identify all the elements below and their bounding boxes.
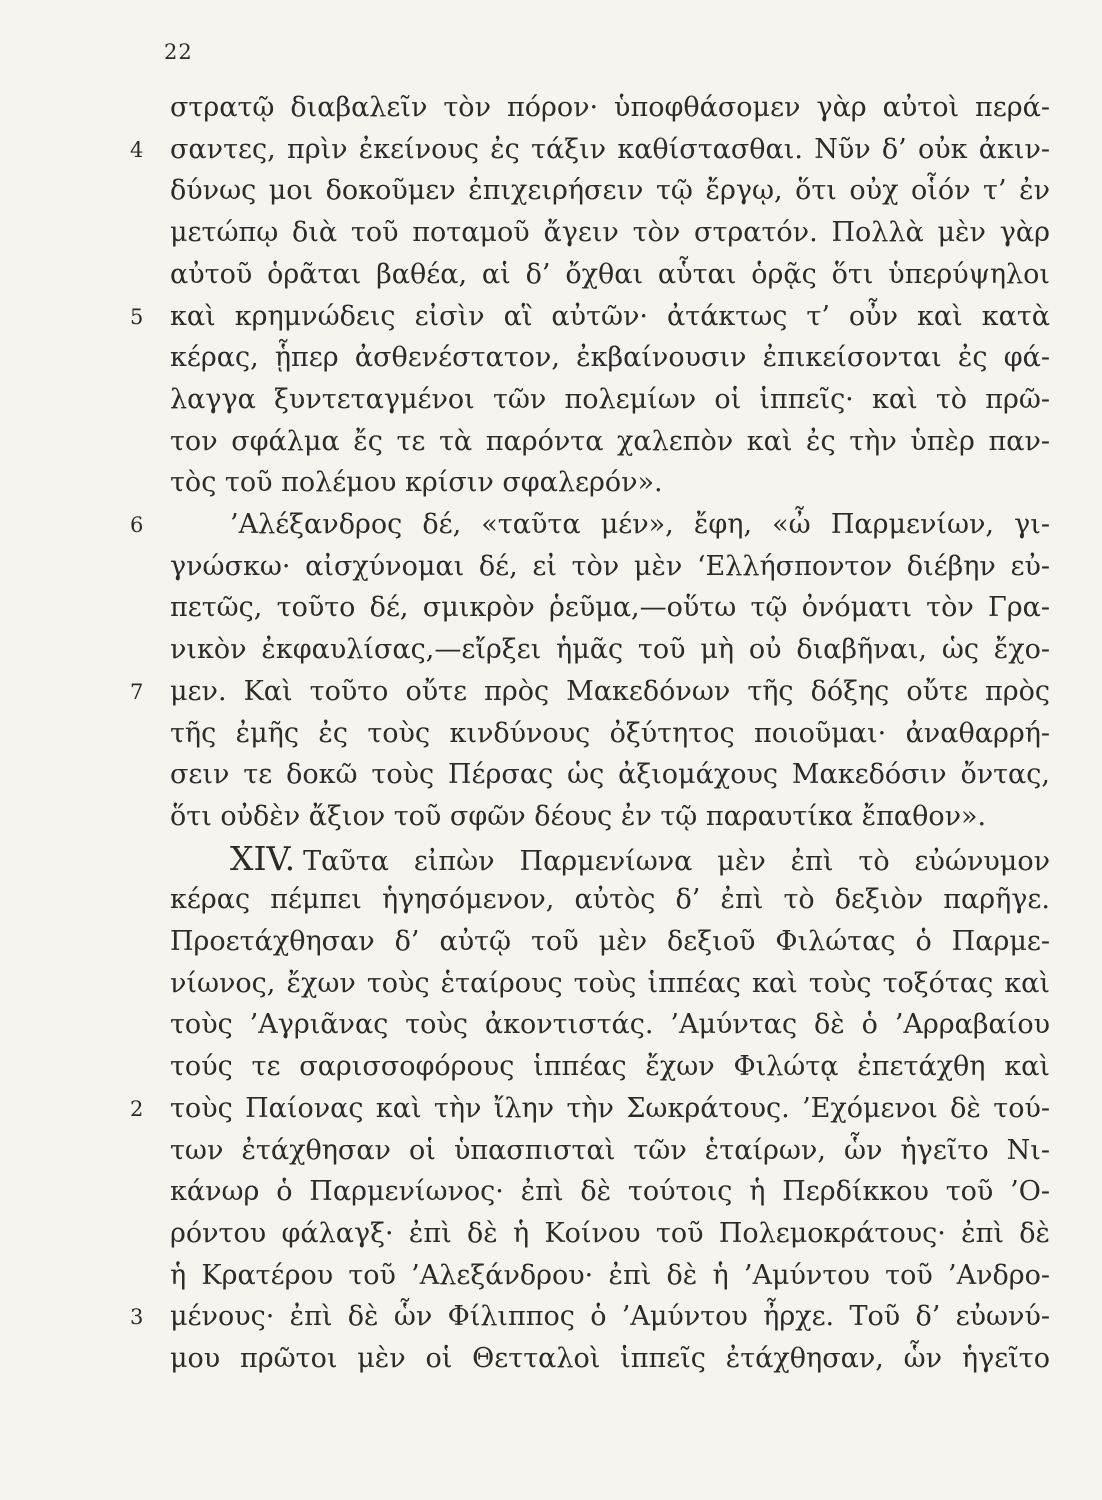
text-line [230, 839, 1050, 879]
text-line [170, 588, 1050, 628]
text-line [170, 1047, 1050, 1087]
line-text: τούς τε σαρισσοφόρους ἱππέας ἔχων Φιλώτᾳ ἐπετάχθη καὶ [170, 1051, 1050, 1083]
margin-section-number: 4 [130, 137, 144, 162]
text-line [170, 88, 1050, 128]
line-text: ὅτι οὐδὲν ἄξιον τοῦ σφῶν δέους ἐν τῷ παραυτίκα ἔπαθον». [170, 800, 987, 832]
chapter-numeral: XIV. [230, 838, 296, 878]
line-text: σειν τε δοκῶ τοὺς Πέρσας ὡς ἀξιομάχους Μακεδόσιν ὄντας, [170, 759, 1050, 791]
margin-section-number: 6 [130, 513, 144, 537]
line-text: στρατῷ διαβαλεῖν τὸν πόρον· ὑποφθάσομεν γὰρ αὐτοὶ περά- [170, 92, 1050, 123]
text-line [170, 1131, 1050, 1171]
line-text: γνώσκω· αἰσχύνομαι δέ, εἰ τὸν μὲν ‘Ελλήσποντον διέβην εὐ- [170, 550, 1050, 582]
line-text: κέρας, ᾗπερ ἀσθενέστατον, ἐκβαίνουσιν ἐπικείσονται ἐς φά- [170, 342, 1050, 374]
line-text: νικὸν ἐκφαυλίσας,—εἴρξει ἡμᾶς τοῦ μὴ οὐ διαβῆναι, ὡς ἔχο- [170, 634, 1050, 666]
line-text: κέρας πέμπει ἡγησόμενον, αὐτὸς δ’ ἐπὶ τὸ δεξιὸν παρῆγε. [170, 884, 1050, 916]
text-line [170, 1214, 1050, 1254]
line-text: των ἐτάχθησαν οἱ ὑπασπισταὶ τῶν ἑταίρων, ὧν ἡγεῖτο Νι- [170, 1134, 1050, 1166]
line-text: αὐτοῦ ὁρᾶται βαθέα, αἱ δ’ ὄχθαι αὗται ὁρᾷς ὅτι ὑπερύψηλοι [170, 258, 1050, 290]
line-text: ἡ Κρατέρου τοῦ ’Αλεξάνδρου· ἐπὶ δὲ ἡ ’Αμύντου τοῦ ’Ανδρο- [170, 1259, 1050, 1291]
line-text: μετώπῳ διὰ τοῦ ποταμοῦ ἄγειν τὸν στρατόν. Πολλὰ μὲν γὰρ [170, 217, 1050, 249]
margin-section-number: 5 [130, 304, 144, 329]
line-text: πετῶς, τοῦτο δέ, σμικρὸν ῥεῦμα,—οὕτω τῷ ὀνόματι τὸν Γρα- [170, 592, 1050, 624]
text-line [170, 1172, 1050, 1212]
text-line [170, 338, 1050, 378]
line-text: Προετάχθησαν δ’ αὐτῷ τοῦ μὲν δεξιοῦ Φιλώτας ὁ Παρμε- [170, 926, 1050, 957]
line-text: Ταῦτα εἰπὼν Παρμενίωνα μὲν ἐπὶ τὸ εὐώνυμον [303, 845, 1050, 877]
line-text: δύνως μοι δοκοῦμεν ἐπιχειρήσειν τῷ ἔργῳ, ὅτι οὐχ οἷόν τ’ ἐν [170, 175, 1050, 207]
text-line [170, 1297, 1050, 1337]
text-line [170, 255, 1050, 295]
text-line [230, 505, 1050, 545]
text-line [170, 547, 1050, 587]
line-text: τον σφάλμα ἔς τε τὰ παρόντα χαλεπὸν καὶ ἐς τὴν ὑπὲρ παν- [170, 425, 1050, 457]
line-text: καὶ κρημνώδεις εἰσὶν αἳ αὐτῶν· ἀτάκτως τ’ οὖν καὶ κατὰ [170, 300, 1050, 332]
line-text: κάνωρ ὁ Παρμενίωνος· ἐπὶ δὲ τούτοις ἡ Περδίκκου τοῦ ’Ο- [170, 1176, 1050, 1208]
line-text: λαγγα ξυντεταγμένοι τῶν πολεμίων οἱ ἱππεῖς· καὶ τὸ πρῶ- [170, 383, 1050, 415]
line-text: μένους· ἐπὶ δὲ ὧν Φίλιππος ὁ ’Αμύντου ἦρχε. Τοῦ δ’ εὐωνύ- [170, 1301, 1050, 1333]
text-line [170, 964, 1050, 1004]
text-line [170, 797, 1050, 837]
text-line [170, 922, 1050, 962]
margin-section-number: 3 [130, 1305, 144, 1330]
text-line [170, 714, 1050, 754]
text-line [170, 297, 1050, 337]
line-text: μου πρῶτοι μὲν οἱ Θετταλοὶ ἱππεῖς ἐτάχθησαν, ὧν ἡγεῖτο [170, 1343, 1050, 1374]
line-text: ’Αλέξανδρος δέ, «ταῦτα μέν», ἔφη, «ὦ Παρμενίων, γι- [230, 509, 1050, 540]
text-line [170, 1089, 1050, 1129]
line-text: τὸς τοῦ πολέμου κρίσιν σφαλερόν». [170, 467, 663, 499]
line-text: τοὺς Παίονας καὶ τὴν ἴλην τὴν Σωκράτους. ’Εχόμενοι δὲ τού- [170, 1092, 1050, 1124]
text-line [170, 1339, 1050, 1379]
text-line [170, 171, 1050, 211]
text-line [170, 1005, 1050, 1045]
line-text: σαντες, πρὶν ἐκείνους ἐς τάξιν καθίστασθαι. Νῦν δ’ οὐκ ἀκιν- [170, 133, 1050, 165]
text-line [170, 630, 1050, 670]
text-line [170, 213, 1050, 253]
line-text: τῆς ἐμῆς ἐς τοὺς κινδύνους ὀξύτητος ποιοῦμαι· ἀναθαρρή- [170, 717, 1050, 749]
line-text: νίωνος, ἔχων τοὺς ἑταίρους τοὺς ἱππέας καὶ τοὺς τοξότας καὶ [170, 967, 1050, 999]
text-line [170, 755, 1050, 795]
text-line [170, 463, 1050, 503]
line-text: ρόντου φάλαγξ· ἐπὶ δὲ ἡ Κοίνου τοῦ Πολεμοκράτους· ἐπὶ δὲ [170, 1217, 1050, 1249]
margin-section-number: 7 [130, 679, 144, 704]
line-text: τοὺς ’Αγριᾶνας τοὺς ἀκοντιστάς. ’Αμύντας δὲ ὁ ’Αρραβαίου [170, 1009, 1050, 1041]
text-line [170, 880, 1050, 920]
margin-section-number: 2 [130, 1096, 144, 1121]
text-line [170, 672, 1050, 712]
line-text: μεν. Καὶ τοῦτο οὔτε πρὸς Μακεδόνων τῆς δόξης οὔτε πρὸς [170, 675, 1050, 707]
text-line [170, 130, 1050, 170]
page-number: 22 [164, 40, 193, 64]
text-line [170, 422, 1050, 462]
text-line [170, 380, 1050, 420]
text-line [170, 1256, 1050, 1296]
